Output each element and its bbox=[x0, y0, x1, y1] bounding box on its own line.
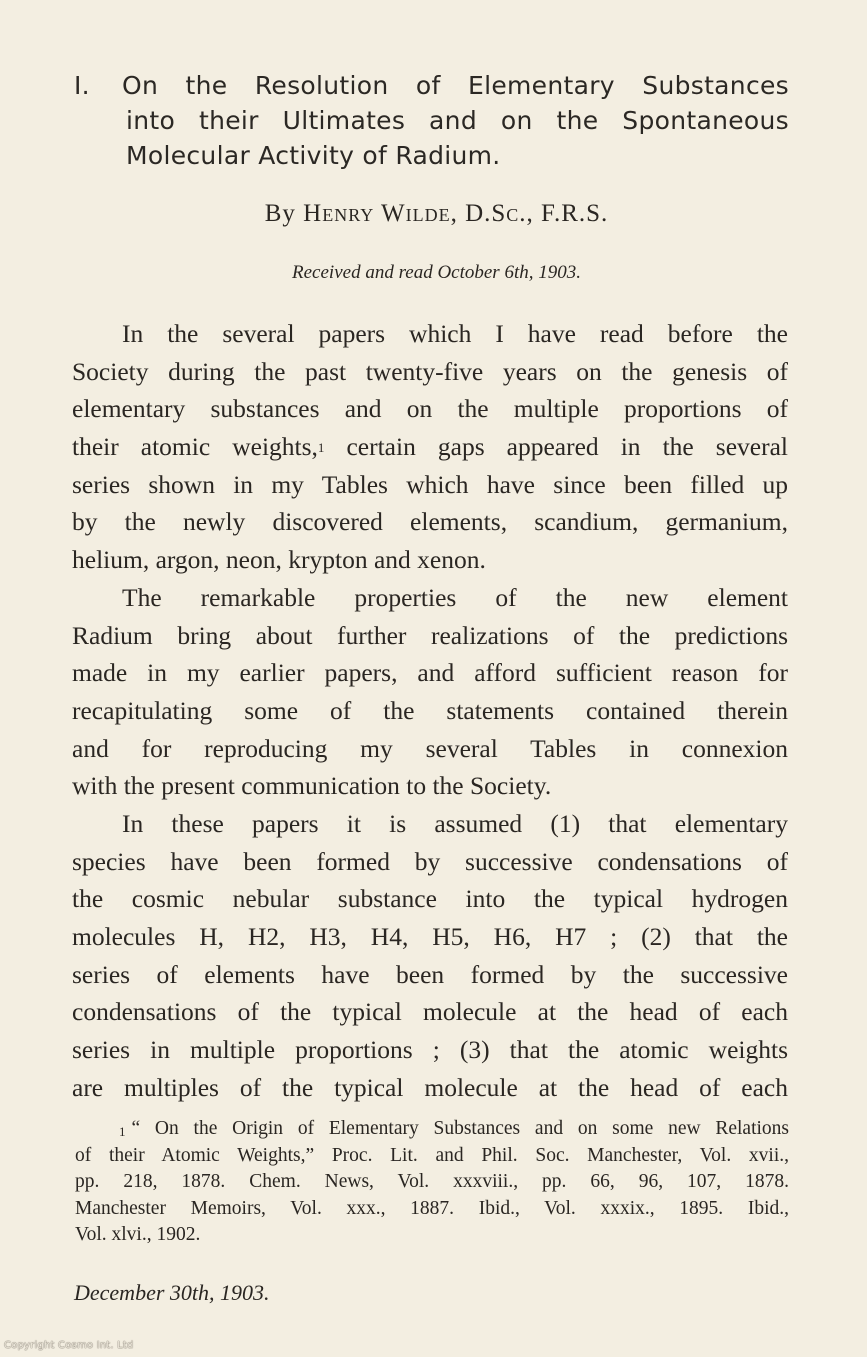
body-line: recapitulating some of the statements contained therein bbox=[72, 695, 788, 725]
footnote-line: of their Atomic Weights,” Proc. Lit. and Phil. Soc. Manchester, Vol. xvii., bbox=[75, 1144, 789, 1166]
footnote-line: pp. 218, 1878. Chem. News, Vol. xxxviii., pp. 66, 96, 107, 1878. bbox=[75, 1171, 789, 1192]
body-line: with the present communication to the Society. bbox=[72, 771, 552, 801]
body-line: made in my earlier papers, and afford sufficient reason for bbox=[72, 658, 788, 688]
body-line: their atomic weights,$^1$ certain gaps appeared in the several bbox=[72, 432, 788, 462]
body-line: series shown in my Tables which have since been filled up bbox=[72, 469, 788, 499]
received-date: Received and read October 6th, 1903. bbox=[292, 262, 581, 283]
body-line: In these papers it is assumed (1) that elementary bbox=[122, 808, 788, 838]
body-line: species have been formed by successive condensations of bbox=[72, 846, 788, 876]
body-text bbox=[72, 315, 788, 1106]
title-number: I. bbox=[74, 71, 90, 100]
title-line-1: I. On the Resolution of Elementary Substances bbox=[74, 68, 789, 103]
footnote-line: Vol. xlvi., 1902. bbox=[75, 1224, 201, 1245]
footnote-line: Manchester Memoirs, Vol. xxx., 1887. Ibid., Vol. xxxix., 1895. Ibid., bbox=[75, 1197, 789, 1219]
body-line: elementary substances and on the multiple proportions of bbox=[72, 394, 788, 424]
body-line: and for reproducing my several Tables in connexion bbox=[72, 733, 788, 763]
footnote bbox=[75, 1116, 789, 1249]
title-line-3: Molecular Activity of Radium. bbox=[126, 141, 501, 170]
author-credentials: , D.Sc., F.R.S. bbox=[450, 200, 609, 227]
body-line: Radium bring about further realizations of the predictions bbox=[72, 620, 788, 650]
body-line: by the newly discovered elements, scandium, germanium, bbox=[72, 507, 788, 537]
body-line: are multiples of the typical molecule at the head of each bbox=[72, 1072, 788, 1102]
body-line: The remarkable properties of the new element bbox=[122, 582, 788, 612]
copyright-watermark: Copyright Cosmo Int. Ltd bbox=[4, 1340, 134, 1351]
body-line: molecules H, H2, H3, H4, H5, H6, H7 ; (2) that the bbox=[72, 922, 788, 951]
issue-date: December 30th, 1903. bbox=[74, 1280, 270, 1305]
footnote-number: 1 bbox=[119, 1124, 126, 1139]
author-name: Henry Wilde bbox=[303, 200, 451, 227]
body-line: Society during the past twenty-five years on the genesis of bbox=[72, 356, 788, 386]
body-line: series in multiple proportions ; (3) that the atomic weights bbox=[72, 1035, 788, 1065]
author-byline bbox=[0, 200, 867, 228]
footnote-line: $^1$ “ On the Origin of Elementary Substances and on some new Relations bbox=[119, 1118, 789, 1139]
footnote-reference: 1 bbox=[317, 440, 325, 456]
body-line: In the several papers which I have read before the bbox=[122, 319, 788, 348]
body-line: the cosmic nebular substance into the typical hydrogen bbox=[72, 884, 788, 914]
byline-prefix: By bbox=[264, 200, 304, 227]
body-line: series of elements have been formed by the successive bbox=[72, 959, 788, 989]
article-title bbox=[74, 68, 789, 173]
body-line: condensations of the typical molecule at the head of each bbox=[72, 997, 788, 1027]
title-line-2: into their Ultimates and on the Spontaneous bbox=[126, 106, 789, 135]
body-line: helium, argon, neon, krypton and xenon. bbox=[72, 545, 486, 575]
